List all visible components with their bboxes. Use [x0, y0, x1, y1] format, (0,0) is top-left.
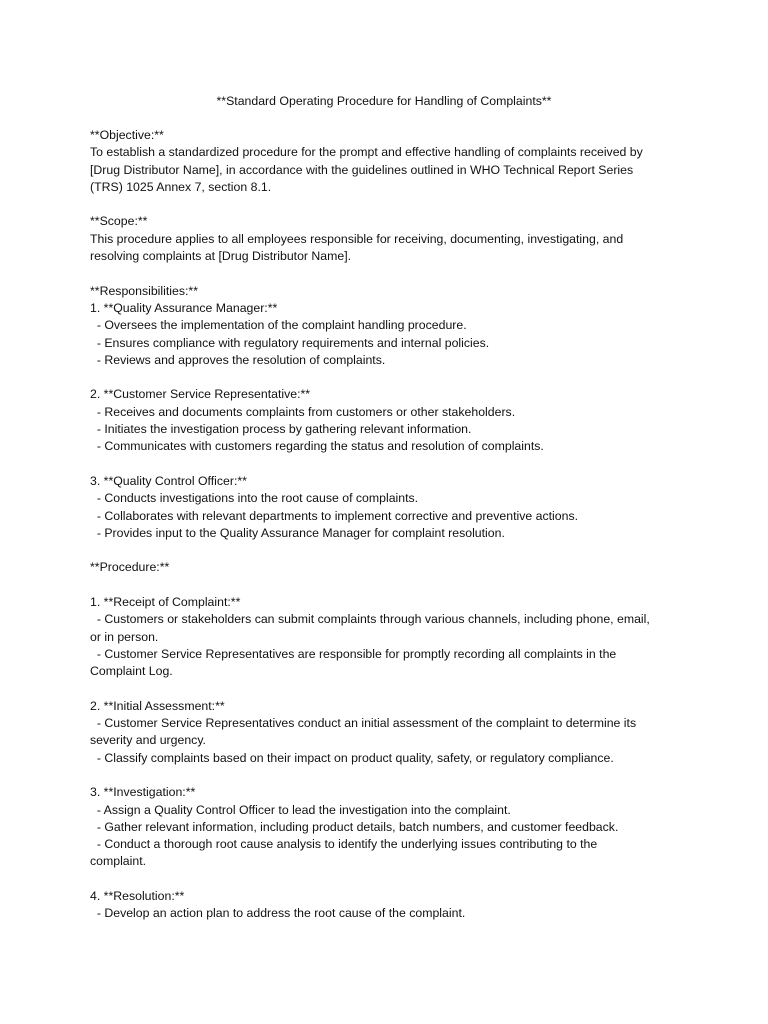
step-line: - Customer Service Representatives conduct an initial assessment of the complaint to determine its [90, 716, 637, 731]
paragraph-gap [90, 456, 690, 473]
step-line: - Conduct a thorough root cause analysis to identify the underlying issues contributing to the [90, 837, 598, 852]
role-title: 2. **Customer Service Representative:** [90, 387, 311, 402]
step-title: 4. **Resolution:** [90, 889, 185, 904]
step-title: 3. **Investigation:** [90, 785, 196, 800]
step-title: 2. **Initial Assessment:** [90, 698, 225, 713]
step-line: Complaint Log. [90, 664, 173, 679]
paragraph-gap [90, 196, 690, 213]
objective-heading: **Objective:** [90, 128, 164, 142]
role-item: - Ensures compliance with regulatory requirements and internal policies. [90, 335, 490, 350]
step-line: - Develop an action plan to address the root cause of the complaint. [90, 906, 466, 921]
step-line: - Classify complaints based on their impact on product quality, safety, or regulatory compliance. [90, 750, 614, 765]
role-item: - Receives and documents complaints from customers or other stakeholders. [90, 404, 516, 419]
step-line: complaint. [90, 854, 147, 869]
scope-line: This procedure applies to all employees responsible for receiving, documenting, investigating, and [90, 231, 624, 246]
paragraph-gap [90, 542, 690, 559]
step-line: or in person. [90, 629, 159, 644]
role-item: - Communicates with customers regarding the status and resolution of complaints. [90, 439, 544, 454]
procedure-heading: **Procedure:** [90, 560, 170, 575]
role-item: - Collaborates with relevant departments to implement corrective and preventive actions. [90, 508, 579, 523]
responsibilities-heading: **Responsibilities:** [90, 283, 198, 298]
paragraph-gap [90, 265, 690, 282]
step-line: - Customer Service Representatives are responsible for promptly recording all complaints in the [90, 646, 617, 661]
role-item: - Oversees the implementation of the complaint handling procedure. [90, 318, 467, 333]
paragraph-gap [90, 681, 690, 698]
step-line: - Gather relevant information, including product details, batch numbers, and customer feedback. [90, 819, 619, 834]
scope-line: resolving complaints at [Drug Distributor Name]. [90, 249, 352, 264]
document-body [90, 127, 690, 923]
objective-line: (TRS) 1025 Annex 7, section 8.1. [90, 179, 272, 194]
paragraph-gap [90, 767, 690, 784]
role-item: - Initiates the investigation process by gathering relevant information. [90, 422, 472, 437]
step-line: severity and urgency. [90, 733, 206, 748]
step-line: - Assign a Quality Control Officer to lead the investigation into the complaint. [90, 802, 511, 817]
document-title: **Standard Operating Procedure for Handling of Complaints** [216, 94, 552, 108]
step-title: 1. **Receipt of Complaint:** [90, 595, 241, 610]
step-line: - Customers or stakeholders can submit complaints through various channels, including phone, email, [90, 612, 650, 627]
role-title: 1. **Quality Assurance Manager:** [90, 300, 278, 315]
role-title: 3. **Quality Control Officer:** [90, 473, 247, 488]
paragraph-gap [90, 871, 690, 888]
paragraph-gap [90, 369, 690, 386]
role-item: - Provides input to the Quality Assurance Manager for complaint resolution. [90, 525, 505, 540]
role-item: - Reviews and approves the resolution of complaints. [90, 352, 386, 367]
role-item: - Conducts investigations into the root cause of complaints. [90, 491, 419, 506]
objective-line: [Drug Distributor Name], in accordance with the guidelines outlined in WHO Technical Report Series [90, 162, 634, 177]
paragraph-gap [90, 577, 690, 594]
objective-line: To establish a standardized procedure for the prompt and effective handling of complaints received by [90, 145, 643, 160]
scope-heading: **Scope:** [90, 214, 148, 229]
